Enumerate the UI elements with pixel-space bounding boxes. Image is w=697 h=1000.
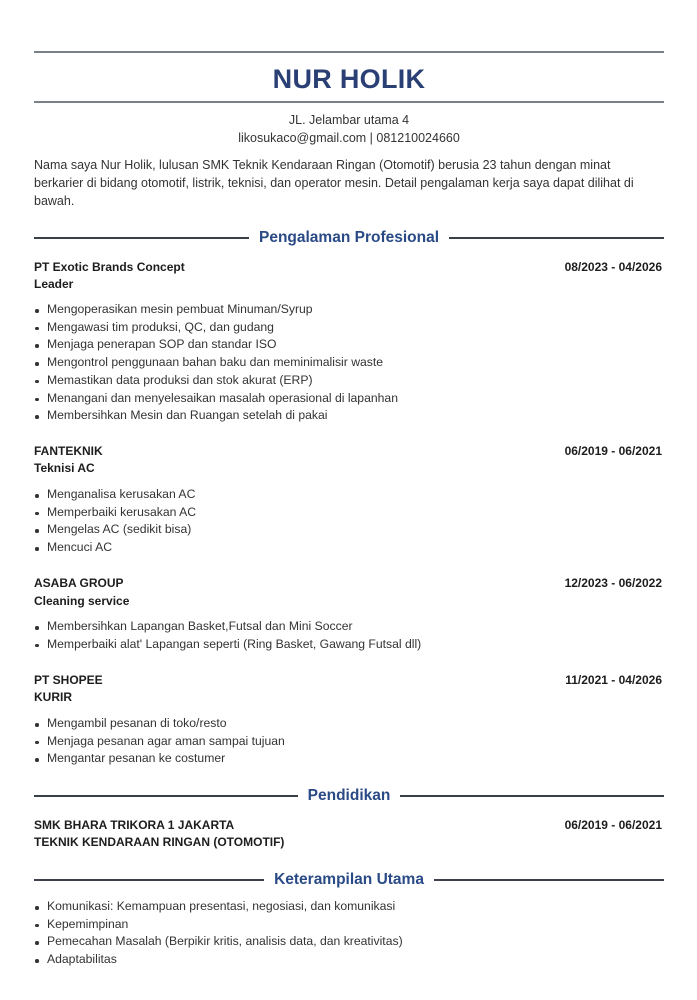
job-role: Cleaning service <box>34 594 130 608</box>
list-item: Mengawasi tim produksi, QC, dan gudang <box>34 319 664 337</box>
job-company: ASABA GROUP <box>34 576 124 590</box>
list-item: Mengantar pesanan ke costumer <box>34 750 664 768</box>
list-item: Memastikan data produksi dan stok akurat (ERP) <box>34 372 664 390</box>
list-item: Membersihkan Lapangan Basket,Futsal dan Mini Soccer <box>34 618 664 636</box>
list-item: Memperbaiki alat' Lapangan seperti (Ring Basket, Gawang Futsal dll) <box>34 636 664 654</box>
job-company: PT SHOPEE <box>34 673 103 687</box>
list-item: Menganalisa kerusakan AC <box>34 486 664 504</box>
list-item: Menjaga pesanan agar aman sampai tujuan <box>34 733 664 751</box>
list-item: Adaptabilitas <box>34 951 664 969</box>
job-bullets <box>34 486 664 557</box>
address: JL. Jelambar utama 4 <box>288 113 410 127</box>
summary: Nama saya Nur Holik, lulusan SMK Teknik Kendaraan Ringan (Otomotif) berusia 23 tahun dengan minat berkarier di bidang otomotif, listrik, teknisi, dan operator mesin. Detail pengalaman kerja saya dapat dilihat di bawah. <box>34 158 634 208</box>
job-role: Teknisi AC <box>34 461 95 475</box>
job-company: PT Exotic Brands Concept <box>34 260 185 274</box>
job-role: KURIR <box>34 690 72 704</box>
education-header <box>34 818 664 832</box>
section-title: Pengalaman Profesional <box>258 229 440 246</box>
name-rule <box>34 101 664 103</box>
list-item: Membersihkan Mesin dan Ruangan setelah di pakai <box>34 407 664 425</box>
job-dates: 08/2023 - 04/2026 <box>564 260 662 274</box>
job-dates: 11/2021 - 04/2026 <box>565 673 662 687</box>
list-item: Mengoperasikan mesin pembuat Minuman/Syrup <box>34 301 664 319</box>
list-item: Menjaga penerapan SOP dan standar ISO <box>34 336 664 354</box>
job-dates: 06/2019 - 06/2021 <box>564 444 662 458</box>
top-rule <box>34 51 664 53</box>
education-major: TEKNIK KENDARAAN RINGAN (OTOMOTIF) <box>34 835 285 849</box>
list-item: Menangani dan menyelesaikan masalah operasional di lapanhan <box>34 390 664 408</box>
list-item: Mencuci AC <box>34 539 664 557</box>
list-item: Komunikasi: Kemampuan presentasi, negosiasi, dan komunikasi <box>34 898 664 916</box>
job-company: FANTEKNIK <box>34 444 103 458</box>
section-title: Keterampilan Utama <box>274 871 424 888</box>
list-item: Mengambil pesanan di toko/resto <box>34 715 664 733</box>
job-dates: 12/2023 - 06/2022 <box>564 576 662 590</box>
job-header <box>34 260 664 274</box>
section-education-heading <box>34 786 664 806</box>
section-title: Pendidikan <box>307 787 391 804</box>
school-name: SMK BHARA TRIKORA 1 JAKARTA <box>34 818 235 832</box>
job-bullets <box>34 715 664 768</box>
education-dates: 06/2019 - 06/2021 <box>564 818 662 832</box>
section-skills-heading <box>34 870 664 890</box>
list-item: Kepemimpinan <box>34 916 664 934</box>
list-item: Mengontrol penggunaan bahan baku dan meminimalisir waste <box>34 354 664 372</box>
job-role: Leader <box>34 277 74 291</box>
list-item: Pemecahan Masalah (Berpikir kritis, analisis data, dan kreativitas) <box>34 933 664 951</box>
job-header <box>34 444 664 458</box>
skills-list <box>34 898 664 969</box>
job-header <box>34 576 664 590</box>
candidate-name: NUR HOLIK <box>272 64 426 94</box>
section-experience-heading <box>34 228 664 248</box>
list-item: Memperbaiki kerusakan AC <box>34 504 664 522</box>
list-item: Mengelas AC (sedikit bisa) <box>34 521 664 539</box>
job-bullets <box>34 618 664 653</box>
job-header <box>34 673 664 687</box>
job-bullets <box>34 301 664 425</box>
contact-info: likosukaco@gmail.com | 081210024660 <box>238 131 460 145</box>
